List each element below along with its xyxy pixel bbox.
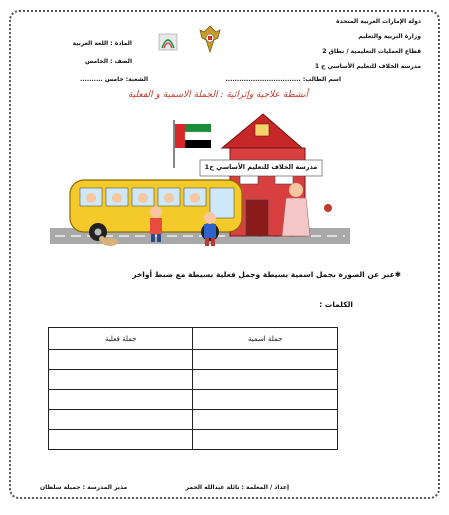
instruction-label: عبر عن الصورة بجمل اسمية بسيطة وجمل فعلية بسيطة مع ضبط أواخر	[132, 270, 395, 279]
table-row	[49, 370, 338, 390]
star-icon: ✱	[394, 270, 401, 279]
answer-cell[interactable]	[49, 410, 193, 430]
answer-cell[interactable]	[193, 390, 338, 410]
words-label: الكلمات :	[319, 300, 353, 309]
answer-cell[interactable]	[49, 390, 193, 410]
ministry-logo	[156, 28, 180, 54]
instruction-text	[132, 270, 401, 279]
table-row	[49, 350, 338, 370]
header-line: قطاع العمليات التعليمية / نطاق 2	[322, 48, 421, 55]
header-right-block	[315, 18, 421, 71]
header-line: دولة الإمارات العربية المتحدة	[336, 18, 421, 25]
student-name-line: اسم الطالب: .................................	[225, 76, 341, 83]
footer-supervisor: مدير المدرسة : جميلة سلطان	[40, 484, 128, 491]
answer-cell[interactable]	[49, 370, 193, 390]
table-header-cell-nominal: جملة اسمية	[193, 328, 338, 350]
answer-cell[interactable]	[49, 430, 193, 450]
answer-cell[interactable]	[193, 370, 338, 390]
grade-label: الصف : الخامس	[84, 58, 132, 65]
sentences-table	[48, 327, 338, 450]
header-line: مدرسة الخلاف للتعليم الأساسي ح 1	[314, 63, 421, 70]
answer-cell[interactable]	[193, 410, 338, 430]
table-header-row	[49, 328, 338, 350]
school-bus-illustration	[50, 108, 350, 263]
section-line: الشعبة: خامس ..........	[80, 76, 149, 83]
answer-cell[interactable]	[193, 350, 338, 370]
table-row	[49, 390, 338, 410]
footer-prepared-by: إعداد / المعلمة : نائلة عبدالله الحمر	[185, 484, 289, 491]
header-line: وزارة التربية والتعليم	[358, 33, 421, 40]
answer-cell[interactable]	[193, 430, 338, 450]
table-header-cell-verbal: جملة فعلية	[49, 328, 193, 350]
answer-cell[interactable]	[49, 350, 193, 370]
table-row	[49, 410, 338, 430]
uae-emblem	[198, 24, 222, 54]
subject-label: المادة : اللغة العربية	[72, 40, 132, 47]
school-sign-text: مدرسة الخلاف للتعليم الأساسي ح1	[204, 163, 318, 171]
worksheet-title: أنشطة علاجية وإثرائية : الجملة الاسمية و الفعلية	[128, 90, 308, 100]
header-left-block	[72, 40, 132, 66]
table-row	[49, 430, 338, 450]
